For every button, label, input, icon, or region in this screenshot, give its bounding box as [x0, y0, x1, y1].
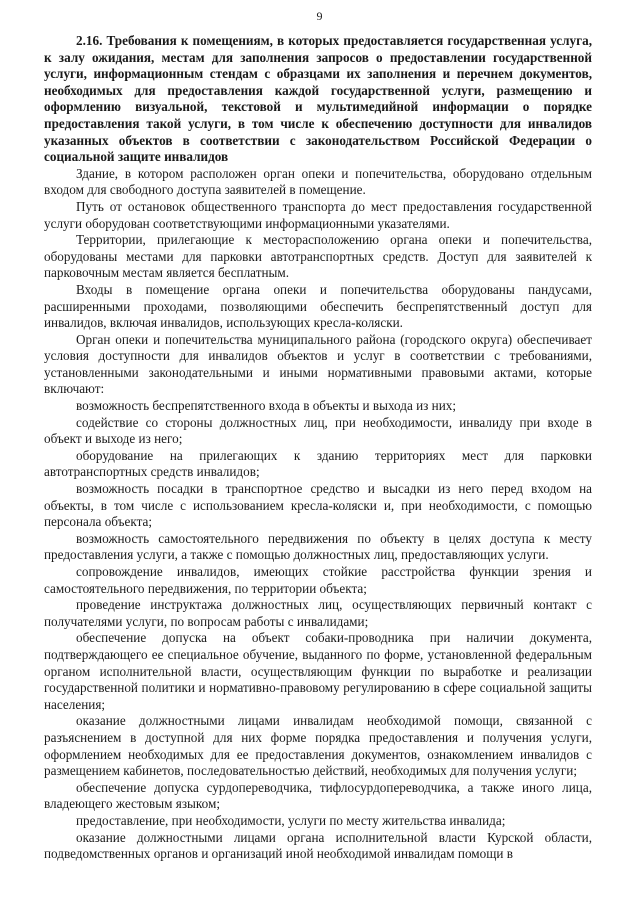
paragraph: Здание, в котором расположен орган опеки и попечительства, оборудовано отдельным входом для свободного доступа заявителей в помещение.	[44, 165, 592, 198]
list-item: оказание должностными лицами органа исполнительной власти Курской области, подведомственных органов и организаций иной необходимой инвалидам помощи в	[44, 829, 592, 862]
list-item: содействие со стороны должностных лиц, при необходимости, инвалиду при входе в объект и выходе из него;	[44, 414, 592, 447]
paragraph: Путь от остановок общественного транспорта до мест предоставления государственной услуги оборудован соответствующими информационными указателями.	[44, 198, 592, 231]
section-heading: 2.16. Требования к помещениям, в которых предоставляется государственная услуга, к залу ожидания, местам для заполнения запросов о предоставлении государственной услуги, информационным стендам с образцами их заполнения и перечнем документов, необходимых для предоставления каждой государственной услуги, размещению и оформлению визуальной, текстовой и мультимедийной информации о порядке предоставления такой услуги, в том числе к обеспечению доступности для инвалидов указанных объектов в соответствии с законодательством Российской Федерации о социальной защите инвалидов	[44, 33, 592, 165]
page-number: 9	[316, 9, 323, 23]
document-body	[44, 33, 592, 863]
list-item: сопровождение инвалидов, имеющих стойкие расстройства функции зрения и самостоятельного передвижения, по территории объекта;	[44, 564, 592, 596]
paragraph: Входы в помещение органа опеки и попечительства оборудованы пандусами, расширенными проходами, позволяющими обеспечить беспрепятственный доступ для инвалидов, включая инвалидов, использующих кресла-коляски.	[44, 281, 592, 331]
list-item: обеспечение допуска сурдопереводчика, тифлосурдопереводчика, а также иного лица, владеющего жестовым языком;	[44, 779, 592, 812]
list-item: оказание должностными лицами инвалидам необходимой помощи, связанной с разъяснением в доступной для них форме порядка предоставления и получения услуги, оформлением необходимых для ее предоставления документов, ознакомлением инвалидов с размещением кабинетов, последовательностью действий, необходимых для получения услуги;	[44, 713, 592, 779]
paragraph: Территории, прилегающие к месторасположению органа опеки и попечительства, оборудованы местами для парковки автотранспортных средств. Доступ для заявителей к парковочным местам является бесплатным.	[44, 232, 592, 281]
list-item: возможность беспрепятственного входа в объекты и выхода из них;	[76, 398, 457, 414]
list-item: предоставление, при необходимости, услуги по месту жительства инвалида;	[76, 812, 506, 828]
list-item: проведение инструктажа должностных лиц, осуществляющих первичный контакт с получателями услуги, по вопросам работы с инвалидами;	[44, 597, 592, 629]
list-item: возможность самостоятельного передвижения по объекту в целях доступа к месту предоставления услуги, а также с помощью должностных лиц, предоставляющих услуги.	[44, 530, 592, 563]
list-item: возможность посадки в транспортное средство и высадки из него перед входом на объекты, в том числе с использованием кресла-коляски и, при необходимости, с помощью персонала объекта;	[44, 481, 592, 530]
list-item: оборудование на прилегающих к зданию территориях мест для парковки автотранспортных средств инвалидов;	[44, 447, 592, 480]
list-item: обеспечение допуска на объект собаки-проводника при наличии документа, подтверждающего ее специальное обучение, выданного по форме, установленной федеральным органом исполнительной власти, осуществляющим функции по выработке и реализации государственной политики и нормативно-правовому регулированию в сфере социальной защиты населения;	[44, 630, 592, 712]
paragraph: Орган опеки и попечительства муниципального района (городского округа) обеспечивает условия доступности для инвалидов объектов и услуг в соответствии с требованиями, установленными законодательными и иными нормативными правовыми актами, которые включают:	[44, 331, 592, 397]
